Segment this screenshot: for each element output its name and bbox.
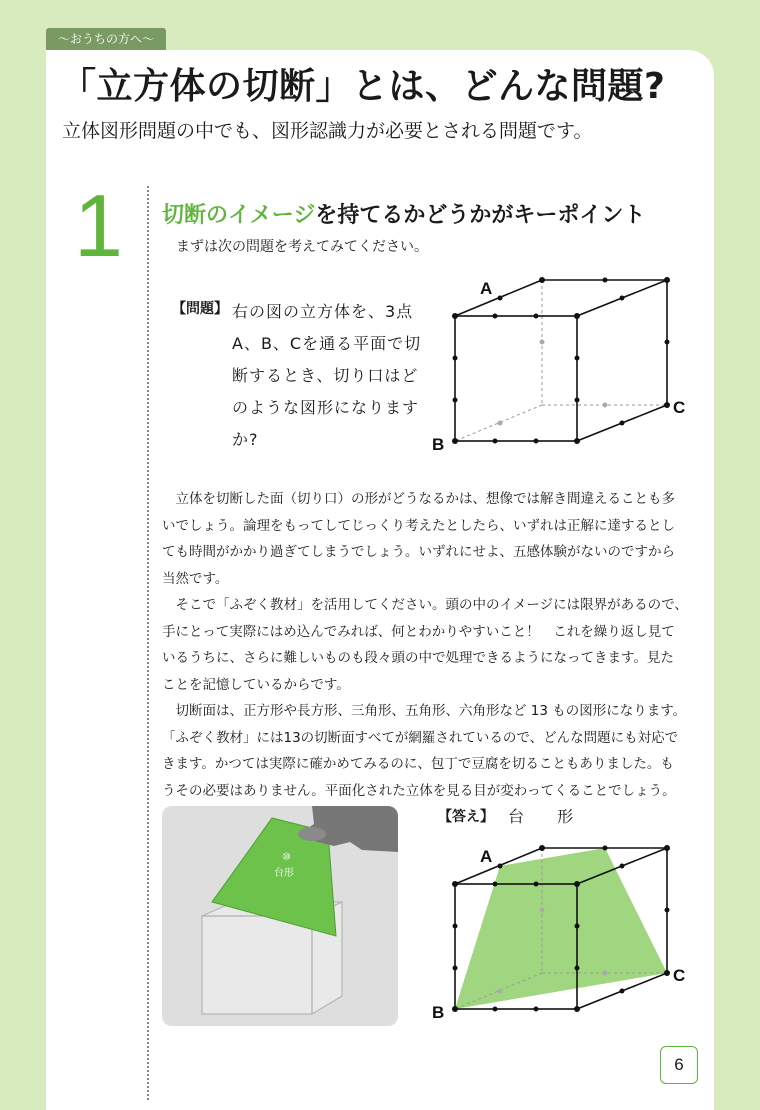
body-text (162, 486, 702, 804)
page-number: 6 (660, 1046, 698, 1084)
body-paragraph: 切断面は、正方形や長方形、三角形、五角形、六角形など 13 もの図形になります。 「ふぞく教材」には13の切断面すべてが網羅されているので、どんな問題にも対応で きます。かつては実際に確かめてみるのに、包丁で豆腐を切ることもありました。も うその必要はありません。平面化された立体を見る目が変わってくることでしょう。 (162, 703, 687, 799)
answer-value: 台 形 (508, 807, 588, 826)
section-heading-rest: を持てるかどうかがキーポイント (315, 203, 646, 228)
section-number: 1 (74, 176, 123, 275)
audience-tag: 〜おうちの方へ〜 (46, 28, 166, 50)
body-paragraph: 立体を切断した面（切り口）の形がどうなるかは、想像では解き間違えることも多 いでしょう。論理をもってしてじっくり考えたとしたら、いずれは正解に達するとし ても時間がかかり過ぎてしまうでしょう。いずれにせよ、五感体験がないのですから 当然です。 (162, 491, 675, 587)
section-intro: まずは次の問題を考えてみてください。 (176, 239, 428, 255)
card-number: ⑩ (282, 852, 291, 863)
photo-illustration (162, 806, 398, 1026)
answer-cube-diagram (420, 838, 700, 1028)
answer-label-a: A (480, 847, 493, 866)
section-heading-accent: 切断のイメージ (162, 203, 316, 228)
question-label-b: B (432, 435, 445, 454)
answer-label-b: B (432, 1003, 445, 1022)
section-heading (162, 198, 645, 229)
body-paragraph: そこで「ふぞく教材」を活用してください。頭の中のイメージには限界があるので、 手にとって実際にはめ込んでみれば、何とわかりやすいこと！ これを繰り返し見て いるうちに、さらに難しいものも段々頭の中で処理できるようになってきます。見た ことを記憶しているからです。 (162, 597, 688, 693)
question-label-c: C (673, 398, 686, 417)
section-divider (147, 186, 149, 1100)
problem-label: 【問題】 (172, 301, 228, 317)
answer-label-c: C (673, 966, 686, 985)
page-title: 「立方体の切断」とは、どんな問題? (60, 66, 666, 107)
page-subtitle: 立体図形問題の中でも、図形認識力が必要とされる問題です。 (62, 120, 593, 142)
problem-text: 右の図の立方体を、3点A、B、Cを通る平面で切断するとき、切り口はどのような図形になりますか? (232, 302, 422, 449)
teaching-material-photo (162, 806, 398, 1026)
question-label-a: A (480, 279, 493, 298)
answer-label: 【答え】 (438, 809, 494, 825)
card-label: 台形 (274, 868, 294, 879)
question-cube-diagram (420, 270, 700, 460)
